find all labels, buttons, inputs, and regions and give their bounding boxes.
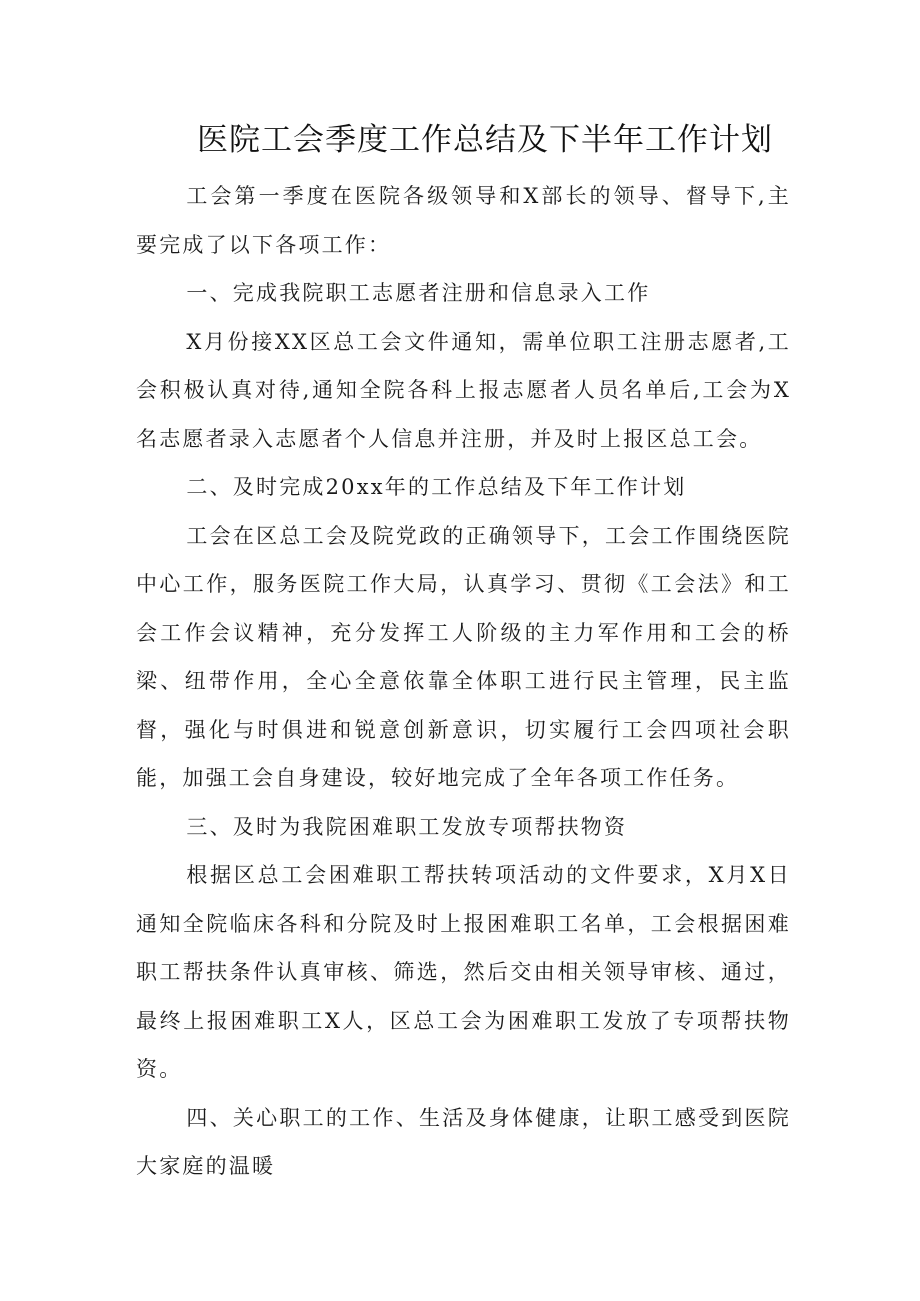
section-paragraph-2: 工会在区总工会及院党政的正确领导下，工会工作围绕医院中心工作，服务医院工作大局，认真学习、贯彻《工会法》和工会工作会议精神，充分发挥工人阶级的主力军作用和工会的桥梁、纽带作用，全心全意依靠全体职工进行民主管理，民主监督，强化与时俱进和锐意创新意识，切实履行工会四项社会职能，加强工会自身建设，较好地完成了全年各项工作任务。	[136, 523, 791, 790]
section-heading-1: 一、完成我院职工志愿者注册和信息录入工作	[186, 281, 651, 305]
section-paragraph-1: X月份接XX区总工会文件通知，需单位职工注册志愿者,工会积极认真对待,通知全院各科上报志愿者人员名单后,工会为X名志愿者录入志愿者个人信息并注册，并及时上报区总工会。	[136, 329, 791, 451]
intro-paragraph: 工会第一季度在医院各级领导和X部长的领导、督导下,主要完成了以下各项工作：	[136, 184, 791, 257]
section-heading-3: 三、及时为我院困难职工发放专项帮扶物资	[186, 814, 628, 839]
section-heading-4: 四、关心职工的工作、生活及身体健康，让职工感受到医院大家庭的温暖	[136, 1105, 791, 1178]
document-body	[136, 172, 791, 1191]
section-heading-2: 二、及时完成20xx年的工作总结及下年工作计划	[186, 475, 687, 499]
document-title: 医院工会季度工作总结及下半年工作计划	[197, 122, 773, 158]
section-paragraph-3: 根据区总工会困难职工帮扶转项活动的文件要求，X月X日通知全院临床各科和分院及时上报困难职工名单，工会根据困难职工帮扶条件认真审核、筛选，然后交由相关领导审核、通过，最终上报困难职工X人，区总工会为困难职工发放了专项帮扶物资。	[136, 863, 791, 1081]
